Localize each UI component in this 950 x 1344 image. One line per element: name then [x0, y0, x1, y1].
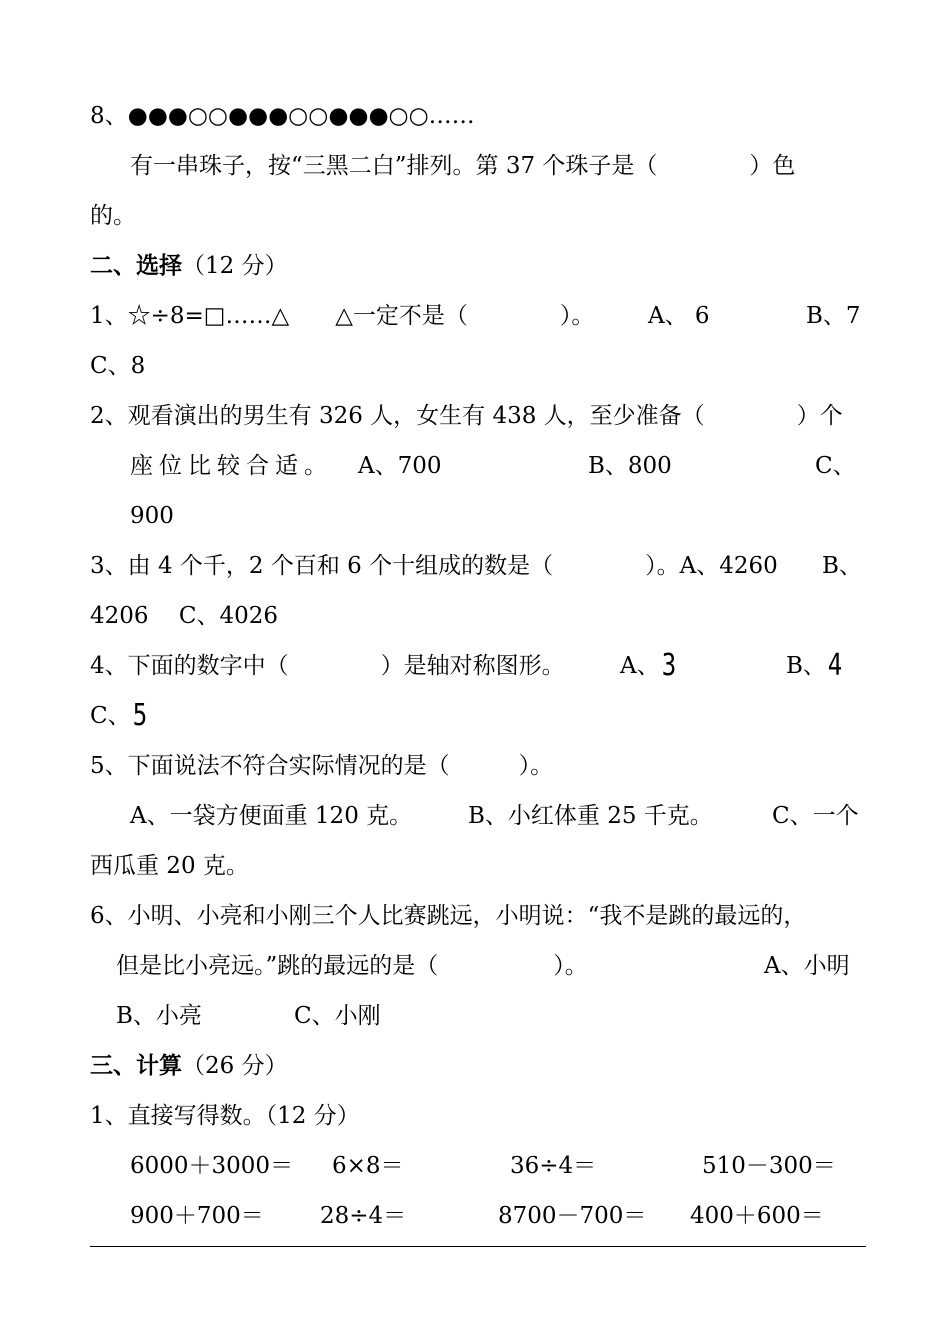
section3-score: （26 分）	[182, 1053, 288, 1079]
s2-q4-option-a-label: A、	[620, 653, 660, 679]
digit-5-glyph: 5	[132, 698, 147, 733]
section2-heading	[90, 251, 288, 281]
footer-rule	[90, 1246, 866, 1247]
s2-q1-text: 1、☆÷8=□……△ △一定不是（ ）。	[90, 303, 595, 329]
s2-q5-option-c-cont: 西瓜重 20 克。	[90, 853, 249, 879]
s2-q6-option-b: B、小亮	[116, 1003, 202, 1029]
s2-q1-option-c: C、8	[90, 353, 146, 379]
s2-q1-option-b: B、7	[806, 303, 861, 329]
s2-q2-option-c: C、	[815, 453, 856, 479]
s2-q3-text: 3、由 4 个千，2 个百和 6 个十组成的数是（ ）。A、4260	[90, 553, 778, 579]
calc-item: 28÷4＝	[320, 1203, 407, 1229]
s2-q6-text-cont: 但是比小亮远。”跳的最远的是（ ）。	[116, 953, 588, 979]
section2-score: （12 分）	[182, 253, 288, 279]
s2-q5-option-c: C、一个	[772, 803, 859, 829]
s3-q1-title: 1、直接写得数。（12 分）	[90, 1103, 360, 1129]
s2-q6-option-a: A、小明	[764, 953, 850, 979]
s2-q6-option-c: C、小刚	[294, 1003, 381, 1029]
s2-q1-option-a: A、 6	[648, 303, 710, 329]
s2-q3-option-b: B、	[822, 553, 862, 579]
s2-q5-option-a: A、一袋方便面重 120 克。	[130, 803, 413, 829]
q8-text: 有一串珠子，按“三黑二白”排列。第 37 个珠子是（ ）色	[130, 153, 796, 179]
q8-beads: 8、●●●○○●●●○○●●●○○……	[90, 103, 475, 129]
calc-item: 900＋700＝	[130, 1203, 264, 1229]
s2-q2-text: 2、观看演出的男生有 326 人，女生有 438 人，至少准备（ ）个	[90, 403, 843, 429]
s2-q3-options-cont: 4206 C、4026	[90, 603, 278, 629]
s2-q6-text: 6、小明、小亮和小刚三个人比赛跳远，小明说：“我不是跳的最远的，	[90, 903, 807, 929]
calc-item: 6×8＝	[332, 1153, 404, 1179]
q8-text-cont: 的。	[90, 203, 136, 229]
section3-title: 三、计算	[90, 1052, 182, 1079]
calc-item: 8700－700＝	[498, 1203, 647, 1229]
s2-q2-option-a: A、700	[358, 453, 442, 479]
calc-item: 510－300＝	[702, 1153, 836, 1179]
s2-q2-option-b: B、800	[588, 453, 672, 479]
calc-item: 400＋600＝	[690, 1203, 824, 1229]
calc-item: 36÷4＝	[510, 1153, 597, 1179]
s2-q4-option-b	[786, 648, 844, 683]
section2-title: 二、选择	[90, 252, 182, 279]
s2-q2-text-cont: 座位比较合适。	[130, 453, 333, 479]
s2-q5-option-b: B、小红体重 25 千克。	[468, 803, 713, 829]
s2-q4-option-c	[90, 698, 149, 733]
s2-q4-option-c-label: C、	[90, 703, 131, 729]
section3-heading	[90, 1051, 288, 1081]
calc-item: 6000＋3000＝	[130, 1153, 294, 1179]
digit-3-glyph: 3	[661, 648, 676, 683]
digit-4-glyph: 4	[827, 648, 843, 683]
s2-q2-option-c-value: 900	[130, 503, 174, 529]
s2-q4-text: 4、下面的数字中（ ）是轴对称图形。	[90, 653, 565, 679]
s2-q4-option-a	[620, 648, 678, 683]
s2-q5-text: 5、下面说法不符合实际情况的是（ ）。	[90, 753, 554, 779]
s2-q4-option-b-label: B、	[786, 653, 826, 679]
